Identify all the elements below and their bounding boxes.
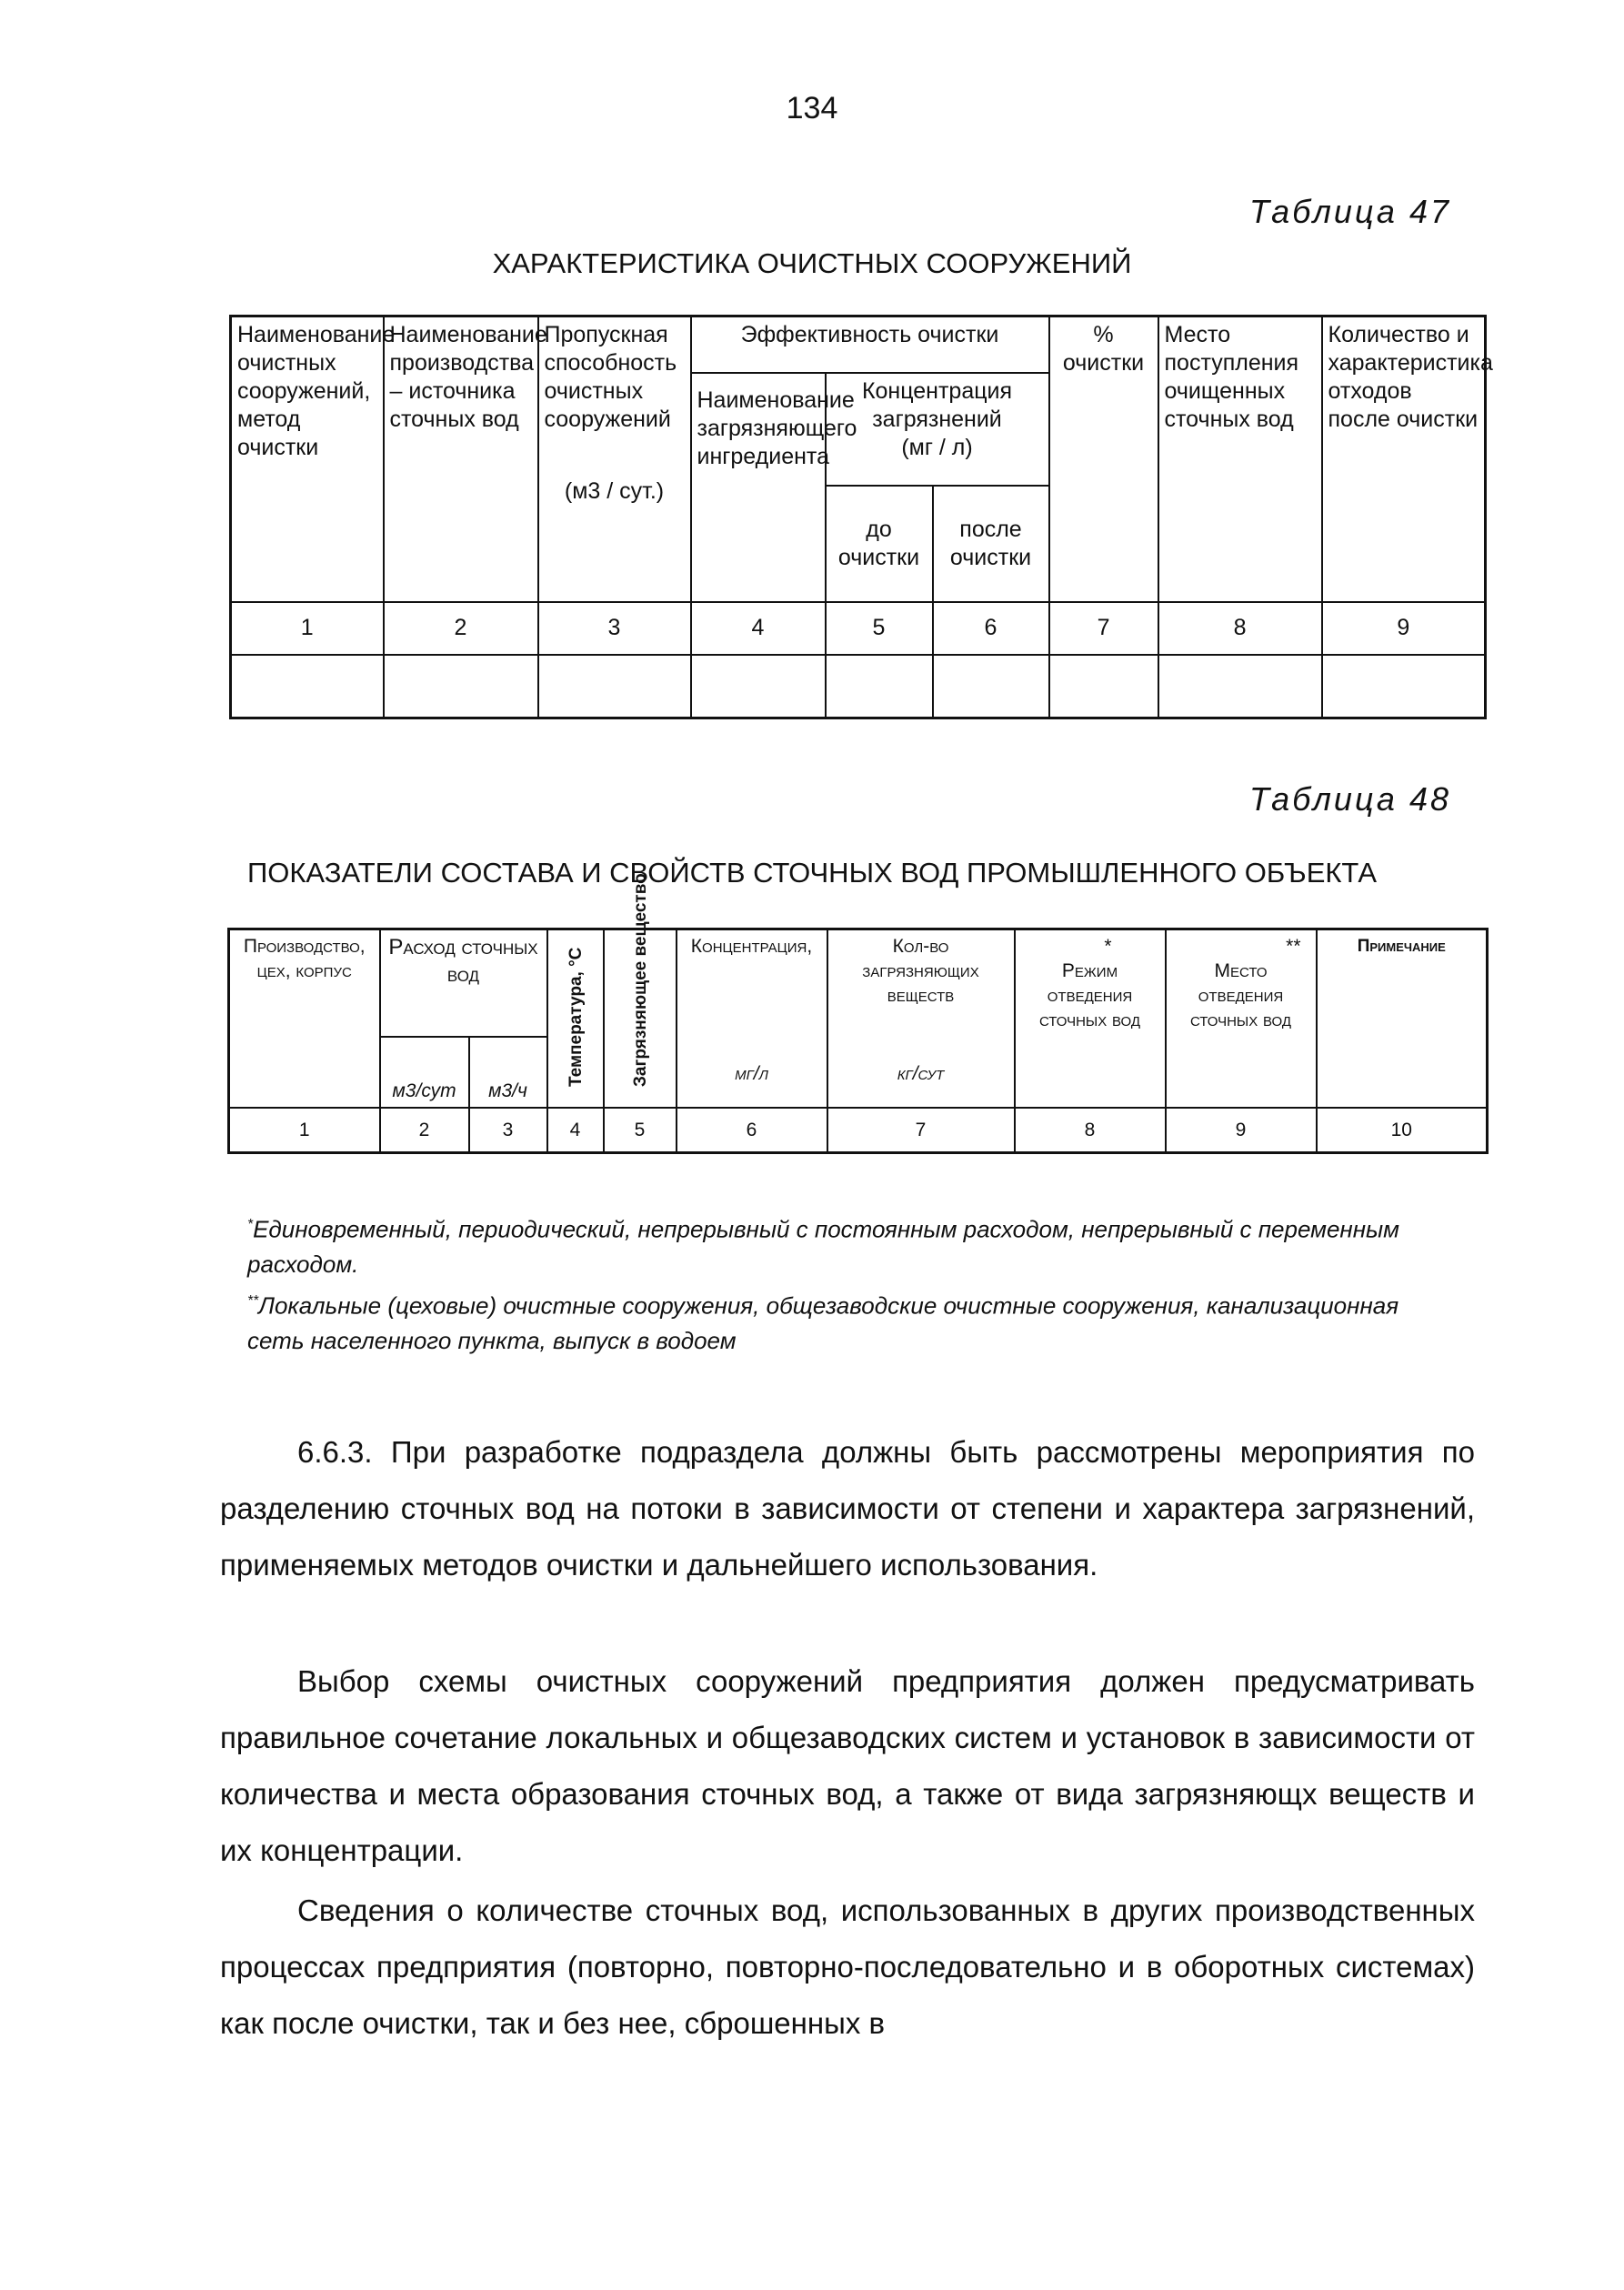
t48-num: 8 — [1015, 1108, 1166, 1153]
t48-num: 5 — [604, 1108, 677, 1153]
t47-header-c8: Место поступления очищенных сточных вод — [1158, 316, 1322, 602]
t48-header-c9-mark: ** — [1286, 936, 1301, 957]
t47-num: 9 — [1322, 602, 1486, 655]
t48-header-c7-unit: кг/сут — [897, 1063, 945, 1084]
t48-header-c6 — [677, 929, 827, 1108]
table-48-title: ПОКАЗАТЕЛИ СОСТАВА И СВОЙСТВ СТОЧНЫХ ВОД ПРОМЫШЛЕННОГО ОБЪЕКТА — [246, 857, 1378, 889]
paragraph-2 — [220, 1653, 1475, 1879]
t48-header-c6-unit: мг/л — [735, 1063, 768, 1084]
t47-header-c6: после очистки — [933, 486, 1049, 602]
t47-header-c3-text: Пропускная способность очистных сооружений — [544, 322, 677, 432]
t48-header-c7-text: Кол-во загрязняющих веществ — [862, 936, 979, 1006]
t48-num: 9 — [1166, 1108, 1317, 1153]
t47-empty-cell — [1322, 655, 1486, 718]
table-47-title: ХАРАКТЕРИСТИКА ОЧИСТНЫХ СООРУЖЕНИЙ — [492, 247, 1132, 279]
t47-num: 7 — [1049, 602, 1158, 655]
t48-num: 6 — [677, 1108, 827, 1153]
t48-num: 3 — [469, 1108, 547, 1153]
table-47 — [229, 315, 1493, 719]
t47-num: 6 — [933, 602, 1049, 655]
t48-header-c4-text: Температура, °С — [566, 947, 586, 1087]
t47-header-c3 — [538, 316, 691, 602]
t48-num: 7 — [827, 1108, 1015, 1153]
t47-header-c7: % очистки — [1049, 316, 1158, 602]
t47-num: 3 — [538, 602, 691, 655]
t48-num: 1 — [229, 1108, 380, 1153]
t47-header-conc-unit: (мг / л) — [901, 434, 973, 460]
paragraph-1-text: 6.6.3. При разработке подраздела должны быть рассмотрены мероприятия по разделению сточных вод на потоки в зависимости от степени и характера загрязнений, применяемых методов очистки и дальнейшего использования. — [220, 1435, 1475, 1582]
t48-header-c5-text: Загрязняющее вещество — [630, 873, 650, 1087]
t47-header-conc — [826, 373, 1049, 486]
t47-empty-cell — [1049, 655, 1158, 718]
t47-empty-cell — [231, 655, 384, 718]
t48-header-c1: Производство, цех, корпус — [229, 929, 380, 1108]
t47-empty-cell — [538, 655, 691, 718]
t47-num: 4 — [691, 602, 826, 655]
page-number: 134 — [786, 91, 838, 126]
t47-header-c5: до очистки — [826, 486, 933, 602]
t48-header-c8 — [1015, 929, 1166, 1108]
footnote-1 — [247, 1208, 1448, 1281]
t48-header-flow: Расход сточных вод — [380, 929, 547, 1037]
t47-header-c1: Наименование очистных сооружений, метод очистки — [231, 316, 384, 602]
t48-num: 4 — [547, 1108, 604, 1153]
paragraph-2-text: Выбор схемы очистных сооружений предприятия должен предусматривать правильное сочетание локальных и общезаводских систем и установок в зависимости от количества и места образования сточных вод, а также от вида загрязняющх веществ и их концентрации. — [220, 1664, 1475, 1867]
t47-header-c3-unit: (м3 / сут.) — [564, 478, 665, 504]
t47-header-c4: Наименование загрязняющего ингредиента — [691, 373, 826, 602]
t47-num: 1 — [231, 602, 384, 655]
footnote-2-text: Локальные (цеховые) очистные сооружения, общезаводские очистные сооружения, канализационная сеть населенного пункта, выпуск в водоем — [247, 1291, 1399, 1354]
t47-empty-cell — [826, 655, 933, 718]
paragraph-3-text: Сведения о количестве сточных вод, использованных в других производственных процессах предприятия (повторно, повторно-последовательно и в оборотных системах) как после очистки, так и без нее, сброшенных в — [220, 1893, 1475, 2040]
table-47-caption: Таблица 47 — [1248, 193, 1451, 230]
footnote-2-mark: ** — [247, 1293, 259, 1309]
t47-empty-cell — [933, 655, 1049, 718]
t47-empty-cell — [1158, 655, 1322, 718]
footnote-1-text: Единовременный, периодический, непрерывный с постоянным расходом, непрерывный с переменным расходом. — [247, 1215, 1399, 1278]
t48-header-c2: м3/сут — [380, 1037, 469, 1108]
t48-header-c9 — [1166, 929, 1317, 1108]
footnote-2 — [247, 1284, 1448, 1358]
paragraph-3 — [220, 1883, 1475, 2052]
t47-empty-cell — [691, 655, 826, 718]
t47-header-c2: Наименование производства – источника сточных вод — [384, 316, 538, 602]
t48-header-c3: м3/ч — [469, 1037, 547, 1108]
t47-header-efficiency: Эффективность очистки — [691, 316, 1049, 373]
t47-num: 2 — [384, 602, 538, 655]
t48-header-c8-mark: * — [1104, 936, 1112, 957]
t48-header-c6-text: Концентрация, — [690, 936, 813, 957]
t48-header-c9-text: Место отведения сточных вод — [1189, 960, 1292, 1030]
footnote-1-mark: * — [247, 1217, 254, 1232]
t48-num: 2 — [380, 1108, 469, 1153]
t47-empty-cell — [384, 655, 538, 718]
t48-header-c5 — [604, 873, 677, 1108]
t47-num: 8 — [1158, 602, 1322, 655]
paragraph-1 — [220, 1424, 1475, 1593]
t48-header-c10: Примечание — [1317, 929, 1488, 1108]
t48-num: 10 — [1317, 1108, 1488, 1153]
t47-header-c9: Количество и характеристика отходов после очистки — [1322, 316, 1486, 602]
table-48-caption: Таблица 48 — [1248, 780, 1451, 818]
t48-header-c8-text: Режим отведения сточных вод — [1038, 960, 1141, 1030]
t47-header-conc-text: Концентрация загрязнений — [861, 377, 1013, 432]
t47-num: 5 — [826, 602, 933, 655]
t48-header-c4 — [547, 929, 604, 1108]
t48-header-c7 — [827, 929, 1015, 1108]
